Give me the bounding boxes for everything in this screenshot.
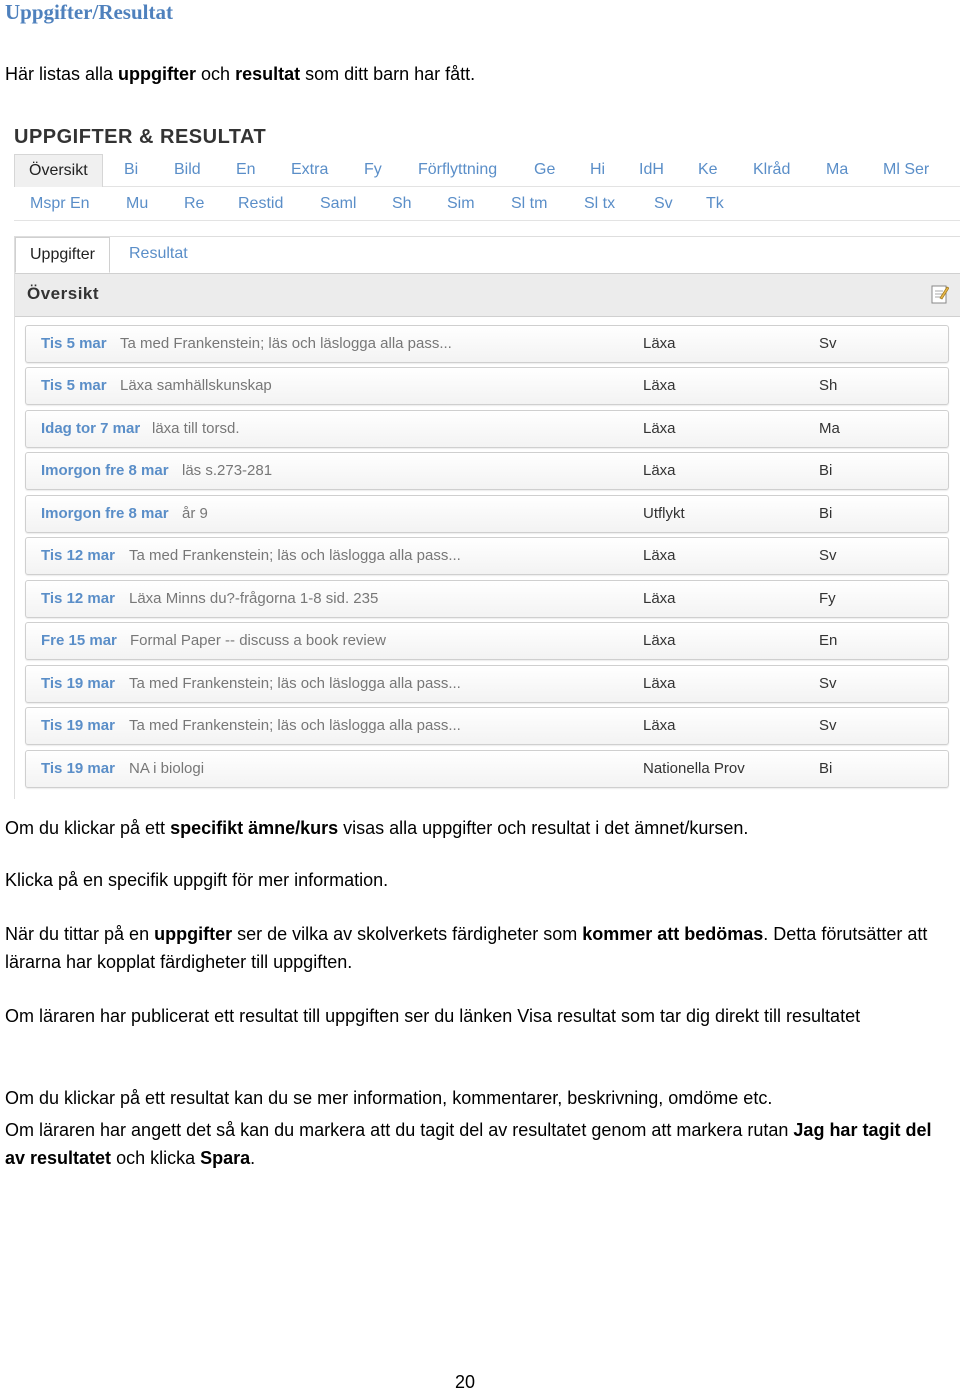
paragraph-text: När du tittar på en	[5, 924, 155, 944]
subject-tab[interactable]: Ml Ser	[883, 161, 930, 178]
task-type: Läxa	[643, 377, 676, 394]
task-date: Imorgon fre 8 mar	[41, 505, 169, 522]
task-date: Idag tor 7 mar	[41, 420, 141, 437]
subject-tab[interactable]: IdH	[639, 161, 664, 178]
task-date: Tis 19 mar	[41, 760, 115, 777]
subject-tab[interactable]: Klråd	[753, 161, 791, 178]
tab-uppgifter[interactable]: Uppgifter	[15, 237, 110, 273]
subject-tab[interactable]: Fy	[364, 161, 382, 178]
tab-resultat[interactable]: Resultat	[129, 245, 188, 262]
task-row[interactable]	[25, 622, 949, 660]
overview-title: Översikt	[27, 284, 100, 303]
subject-tab[interactable]: Re	[184, 195, 205, 212]
subject-tab[interactable]: Mspr En	[30, 195, 90, 212]
paragraph-skills	[5, 920, 935, 976]
task-type: Utflykt	[643, 505, 685, 522]
edit-note-icon[interactable]	[931, 283, 949, 305]
app-screenshot	[0, 118, 960, 798]
task-description: Läxa Minns du?-frågorna 1-8 sid. 235	[129, 590, 379, 607]
task-subject: Bi	[819, 760, 833, 777]
paragraph-text: .	[250, 1148, 256, 1168]
intro-text: och	[196, 64, 236, 84]
task-row[interactable]	[25, 325, 949, 363]
paragraph-text: Om du klickar på ett	[5, 818, 171, 838]
paragraph-text: ser de vilka av skolverkets färdigheter som	[232, 924, 583, 944]
page-number: 20	[454, 1372, 476, 1392]
paragraph-text: Om läraren har angett det så kan du markera att du tagit del av resultatet genom att markera rutan	[5, 1120, 794, 1140]
task-description: år 9	[182, 505, 208, 522]
paragraph-bold: kommer att bedömas	[582, 924, 764, 944]
intro-bold-uppgifter: uppgifter	[118, 64, 197, 84]
paragraph-text: och klicka	[111, 1148, 201, 1168]
subject-tab[interactable]: Sim	[447, 195, 475, 212]
task-type: Läxa	[643, 590, 676, 607]
paragraph-bold: uppgifter	[154, 924, 233, 944]
paragraph-click-task: Klicka på en specifik uppgift för mer information.	[5, 870, 389, 890]
intro-text: som ditt barn har fått.	[300, 64, 476, 84]
subject-tab[interactable]: Extra	[291, 161, 329, 178]
task-subject: Bi	[819, 462, 833, 479]
subject-tab[interactable]: Sl tm	[511, 195, 548, 212]
task-description: läs s.273-281	[182, 462, 273, 479]
task-row[interactable]	[25, 495, 949, 533]
subject-tab[interactable]: Sv	[654, 195, 673, 212]
task-type: Läxa	[643, 632, 676, 649]
task-type: Nationella Prov	[643, 760, 745, 777]
subject-tab[interactable]: Tk	[706, 195, 724, 212]
paragraph-text: visas alla uppgifter och resultat i det ämnet/kursen.	[338, 818, 749, 838]
subject-tab[interactable]: Mu	[126, 195, 149, 212]
task-subject: Sh	[819, 377, 838, 394]
paragraph-acknowledge	[5, 1116, 935, 1172]
subject-tab[interactable]: Bi	[124, 161, 139, 178]
task-description: Ta med Frankenstein; läs och läslogga alla pass...	[129, 547, 461, 564]
subject-tab[interactable]: Ma	[826, 161, 849, 178]
paragraph-bold: Jag har tagit del av resultatet	[5, 1120, 932, 1168]
subject-tab[interactable]: Saml	[320, 195, 357, 212]
task-date: Tis 12 mar	[41, 590, 115, 607]
task-date: Tis 5 mar	[41, 377, 107, 394]
paragraph-text: . Detta förutsätter att lärarna har kopplat färdigheter till uppgiften.	[5, 924, 928, 972]
subject-tab[interactable]: Ke	[698, 161, 718, 178]
task-description: Läxa samhällskunskap	[120, 377, 272, 394]
task-date: Fre 15 mar	[41, 632, 117, 649]
task-description: Formal Paper -- discuss a book review	[130, 632, 386, 649]
subject-tab-oversikt[interactable]: Översikt	[14, 154, 103, 187]
task-row[interactable]	[25, 367, 949, 405]
task-row[interactable]	[25, 452, 949, 490]
task-subject: Sv	[819, 335, 837, 352]
subject-tab[interactable]: Restid	[238, 195, 284, 212]
task-type: Läxa	[643, 462, 676, 479]
view-tabs	[15, 237, 960, 273]
task-description: Ta med Frankenstein; läs och läslogga alla pass...	[129, 717, 461, 734]
task-row[interactable]	[25, 410, 949, 448]
subject-tab[interactable]: Bild	[174, 161, 201, 178]
app-title: UPPGIFTER & RESULTAT	[14, 126, 267, 148]
paragraph-published-result: Om läraren har publicerat ett resultat till uppgiften ser du länken Visa resultat som tar dig direkt till resultatet	[5, 1006, 861, 1026]
task-subject: Fy	[819, 590, 836, 607]
task-subject: Bi	[819, 505, 833, 522]
task-description: Ta med Frankenstein; läs och läslogga alla pass...	[120, 335, 452, 352]
task-type: Läxa	[643, 335, 676, 352]
subject-tabs	[14, 154, 960, 224]
task-type: Läxa	[643, 717, 676, 734]
task-date: Tis 19 mar	[41, 675, 115, 692]
task-date: Tis 19 mar	[41, 717, 115, 734]
task-type: Läxa	[643, 547, 676, 564]
subject-tab[interactable]: Förflyttning	[418, 161, 498, 178]
overview-panel	[14, 236, 960, 799]
task-row[interactable]	[25, 580, 949, 618]
intro-paragraph	[5, 64, 475, 85]
task-row[interactable]	[25, 707, 949, 745]
task-row[interactable]	[25, 750, 949, 788]
subject-tab-row-2	[14, 188, 960, 221]
task-subject: Sv	[819, 547, 837, 564]
subject-tab[interactable]: Sl tx	[584, 195, 616, 212]
task-subject: En	[819, 632, 838, 649]
subject-tab[interactable]: En	[236, 161, 256, 178]
task-type: Läxa	[643, 675, 676, 692]
task-date: Tis 12 mar	[41, 547, 115, 564]
task-date: Tis 5 mar	[41, 335, 107, 352]
task-subject: Sv	[819, 717, 837, 734]
task-description: Ta med Frankenstein; läs och läslogga alla pass...	[129, 675, 461, 692]
intro-text: Här listas alla	[5, 64, 119, 84]
task-subject: Ma	[819, 420, 840, 437]
task-subject: Sv	[819, 675, 837, 692]
paragraph-subject-info	[5, 814, 935, 842]
document-heading: Uppgifter/Resultat	[5, 0, 173, 24]
task-type: Läxa	[643, 420, 676, 437]
paragraph-bold: Spara	[200, 1148, 251, 1168]
paragraph-bold: specifikt ämne/kurs	[170, 818, 339, 838]
subject-tab[interactable]: Sh	[392, 195, 412, 212]
paragraph-result-info: Om du klickar på ett resultat kan du se mer information, kommentarer, beskrivning, omdöme etc.	[5, 1088, 773, 1108]
intro-bold-resultat: resultat	[235, 64, 301, 84]
task-row[interactable]	[25, 665, 949, 703]
task-description: NA i biologi	[129, 760, 205, 777]
task-date: Imorgon fre 8 mar	[41, 462, 169, 479]
overview-header	[15, 273, 960, 317]
task-description: läxa till torsd.	[152, 420, 240, 437]
task-row[interactable]	[25, 537, 949, 575]
subject-tab[interactable]: Hi	[590, 161, 606, 178]
subject-tab[interactable]: Ge	[534, 161, 556, 178]
subject-tab-row-1	[14, 154, 960, 187]
